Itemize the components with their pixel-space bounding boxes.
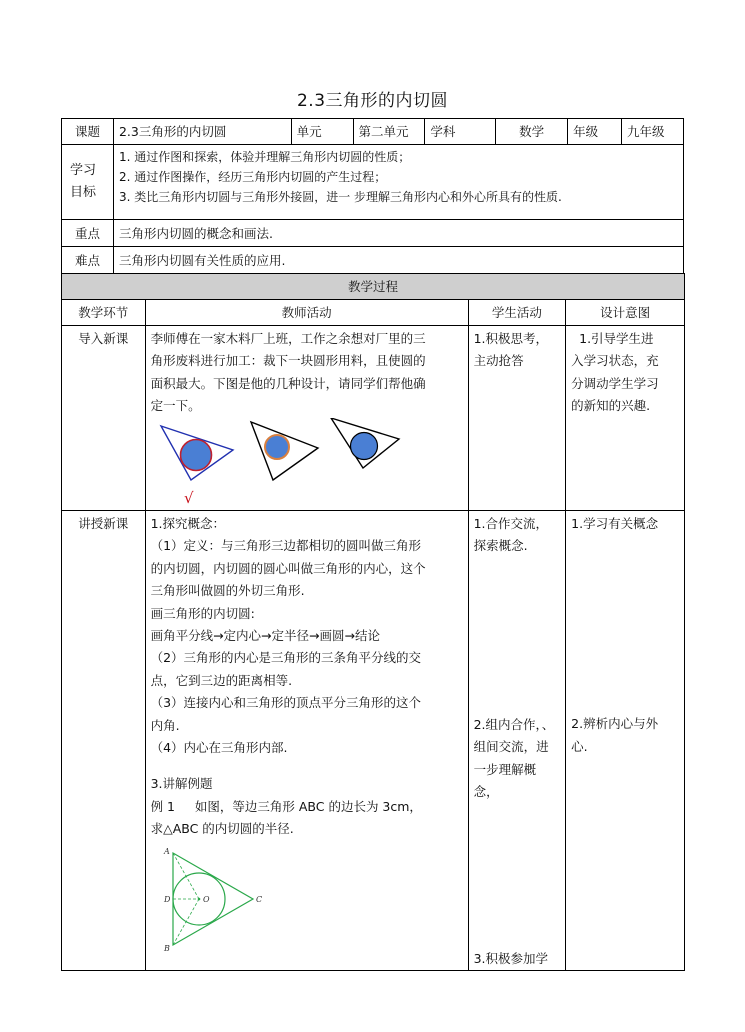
student-intro	[468, 326, 566, 511]
text-line: （3）连接内心和三角形的顶点平分三角形的这个	[150, 695, 422, 711]
text-line: 入学习状态，充	[571, 353, 659, 369]
label-c: C	[255, 894, 262, 904]
text-line: 例 1 如图，等边三角形 ABC 的边长为 3cm，	[150, 798, 422, 814]
unit-value: 第二单元	[353, 119, 425, 145]
subject-value: 数学	[496, 119, 568, 145]
stage-new: 讲授新课	[62, 511, 146, 971]
goal-label: 学习目标	[62, 145, 114, 220]
text-line: 角形废料进行加工：裁下一块圆形用料，且使圆的	[150, 353, 426, 369]
text-line: 画三角形的内切圆:	[150, 605, 255, 621]
text-line: 1.积极思考，	[473, 331, 548, 346]
text-line: 主动抢答	[473, 353, 524, 369]
text-line: 心.	[571, 738, 588, 754]
text-line: （1）定义：与三角形三边都相切的圆叫做三角形	[150, 538, 422, 554]
col-teacher: 教师活动	[145, 300, 468, 326]
label-o: O	[202, 894, 210, 904]
label-b: B	[163, 943, 170, 953]
text-line: 面积最大。下图是他的几种设计，请同学们帮他确	[150, 375, 426, 391]
text-line: 一步理解概念，	[473, 761, 537, 800]
design-1	[161, 426, 233, 480]
text-line: （4）内心在三角形内部.	[150, 740, 288, 756]
check-mark: √	[183, 488, 194, 506]
grade-label: 年级	[568, 119, 622, 145]
text-line: 3.讲解例题	[150, 776, 213, 792]
text-line: （2）三角形的内心是三角形的三条角平分线的交	[150, 650, 422, 666]
goal-item: 1. 通过作图和探索，体验并理解三角形内切圆的性质；	[118, 150, 411, 164]
text-line: 点，它到三边的距离相等.	[150, 672, 293, 688]
topic-label: 课题	[62, 119, 114, 145]
text-line: 2.组内合作，、	[473, 716, 555, 732]
design-3	[331, 418, 399, 468]
page-title: 2.3三角形的内切圆	[296, 91, 449, 111]
text-line: 3.积极参加学	[473, 950, 548, 966]
text-line: 1.学习有关概念	[571, 516, 659, 531]
text-line: 李师傅在一家木料厂上班，工作之余想对厂里的三	[150, 331, 426, 346]
text-line: 组间交流，进	[473, 739, 549, 755]
label-a: A	[163, 846, 170, 856]
process-table	[61, 273, 685, 971]
student-new	[468, 511, 566, 971]
unit-label: 单元	[291, 119, 353, 145]
info-table	[61, 118, 684, 274]
subject-label: 学科	[425, 119, 496, 145]
difficulty-value: 三角形内切圆有关性质的应用.	[113, 247, 683, 274]
topic-value: 2.3三角形的内切圆	[113, 119, 291, 145]
design-2	[251, 422, 318, 480]
goal-item: 3. 类比三角形内切圆与三角形外接圆，进一 步理解三角形内心和外心所具有的性质.	[118, 190, 562, 204]
design-new	[566, 511, 685, 971]
goal-item: 2. 通过作图操作，经历三角形内切圆的产生过程；	[118, 170, 387, 184]
teacher-intro	[145, 326, 468, 511]
triangle-designs-figure	[151, 418, 461, 506]
text-line: 分调动学生学习	[571, 375, 659, 391]
goal-list	[113, 145, 683, 220]
col-student: 学生活动	[468, 300, 566, 326]
difficulty-label: 难点	[62, 247, 114, 274]
key-label: 重点	[62, 220, 114, 247]
text-line: 三角形叫做圆的外切三角形.	[150, 583, 305, 599]
text-line: 定一下。	[150, 398, 201, 414]
text-line: 画角平分线→定内心→定半径→画圆→结论	[150, 628, 380, 644]
label-d: D	[163, 894, 170, 904]
stage-intro: 导入新课	[62, 326, 146, 511]
text-line: 内角.	[150, 717, 180, 733]
text-line: 2.辨析内心与外	[571, 716, 659, 732]
col-stage: 教学环节	[62, 300, 146, 326]
text-line: 1.合作交流，	[473, 516, 548, 531]
text-line: 1.引导学生进	[571, 331, 654, 346]
grade-value: 九年级	[622, 119, 684, 145]
key-point: 三角形内切圆的概念和画法.	[113, 220, 683, 247]
teacher-new	[145, 511, 468, 971]
col-design: 设计意图	[566, 300, 685, 326]
text-line: 探索概念.	[473, 538, 528, 554]
design-intro	[566, 326, 685, 511]
process-header: 教学过程	[62, 274, 685, 300]
text-line: 1.探究概念：	[150, 516, 226, 531]
text-line: 求△ABC 的内切圆的半径.	[150, 821, 294, 837]
text-line: 的新知的兴趣.	[571, 398, 651, 414]
text-line: 的内切圆，内切圆的圆心叫做三角形的内心，这个	[150, 560, 426, 576]
example-triangle-figure	[151, 845, 271, 955]
